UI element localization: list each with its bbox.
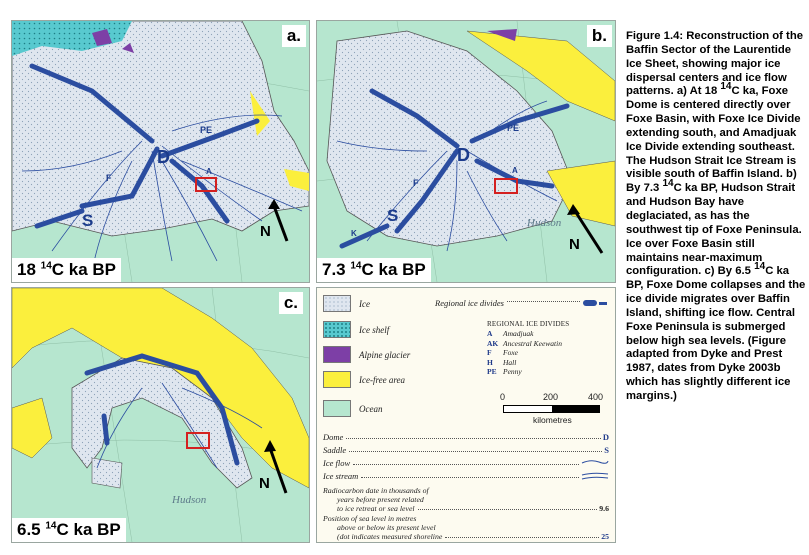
saddle-label-s: S [82, 211, 94, 230]
divide-entry-pe: PE Penny [487, 367, 522, 377]
small-divide [104, 416, 107, 443]
scale-tick-200: 200 [543, 392, 559, 402]
map-legend [316, 287, 616, 543]
divide-label-a: A [206, 167, 212, 176]
regional-divides-heading: REGIONAL ICE DIVIDES [487, 320, 570, 328]
ice-flow-symbol [581, 458, 609, 466]
legend-ice: Ice [323, 295, 370, 312]
panel-c-age-label: 6.5 $^{14}$C ka BP [12, 518, 126, 542]
scale-bar-black [552, 405, 600, 413]
scale-unit: kilometres [533, 415, 572, 425]
map-a-graphic [12, 21, 309, 282]
scale-tick-400: 400 [588, 392, 604, 402]
divide-label-k: K [351, 229, 357, 238]
divide-label-pe: PE [507, 123, 520, 133]
map-b-graphic [317, 21, 615, 282]
hudson-label: Hudson [527, 217, 562, 229]
ice-remnant [92, 458, 122, 488]
divide-symbol [583, 300, 597, 306]
legend-ice-free: Ice-free area [323, 371, 405, 388]
dome-label-d: D [157, 147, 170, 167]
legend-ice-shelf: Ice shelf [323, 321, 389, 338]
north-arrow-label: N [259, 475, 270, 492]
dome-label-d: D [457, 145, 470, 165]
legend-dome: Dome D [323, 432, 609, 442]
divide-label-f: F [106, 173, 112, 183]
map-panel-c [11, 287, 310, 543]
north-arrow-label: N [569, 236, 580, 253]
legend-regional-divides: Regional ice divides [435, 298, 607, 308]
figure-caption: Figure 1.4: Reconstruction of the Baffin Sector of the Laurentide Ice Sheet, showing major ice dispersal centers and ice flow patterns. a) At 18 $^{14}$C ka, Foxe Dome is centered directly over Foxe Basin, with Foxe Ice Divide extending south, and Amadjuak Ice Divide extending southeast. The Hudson Strait Ice Stream is visible south of Baffin Island. b) By 7.3 $^{14}$C ka BP, Hudson Strait and Hudson Bay have deglaciated, as has the southwest tip of Foxe Peninsula. Ice over Foxe Basin still maintains near-maximum configuration. c) By 6.5 $^{14}$C ka BP, Foxe Dome collapses and the ice divide migrates over Baffin Island, shifting ice flow. Central Foxe Peninsula is submerged below high sea levels. (Figure adapted from Dyke and Prest 1987, dates from Dyke 2003b which has slightly different ice margins.) [626, 30, 806, 402]
panel-a-letter: a. [282, 25, 306, 47]
legend-ice-flow: Ice flow [323, 458, 609, 468]
divide-label-pe: PE [200, 125, 213, 135]
panel-a-age-label: 18 $^{14}$C ka BP [12, 258, 121, 282]
ice-free-swatch [323, 371, 351, 388]
panel-b-letter: b. [587, 25, 612, 47]
legend-radiocarbon: Radiocarbon date in thousands of years before present related to ice retreat or sea level 9.6 [323, 486, 609, 513]
legend-alpine-glacier: Alpine glacier [323, 346, 410, 363]
saddle-label-s: S [387, 206, 399, 225]
legend-ice-stream: Ice stream [323, 471, 609, 481]
divide-entry-h: H Hall [487, 357, 517, 367]
divide-entry-a: A Amadjuak [487, 329, 534, 338]
divide-entry-ak: AK Ancestral Keewatin [487, 338, 562, 348]
map-panel-b [316, 20, 616, 283]
north-arrow-label: N [260, 223, 271, 240]
divide-label-f: F [413, 178, 419, 188]
legend-ocean: Ocean [323, 400, 383, 417]
map-c-graphic [12, 288, 309, 542]
scale-bar [500, 392, 607, 425]
legend-sea-level: Position of sea level in metres above or below its present level (dot indicates measured shoreline 25 [323, 514, 609, 541]
scale-tick-0: 0 [500, 392, 506, 402]
alpine-glacier-swatch [323, 346, 351, 363]
ice-stream-symbol [581, 471, 609, 481]
divide-label-a: A [512, 166, 518, 175]
panel-c-letter: c. [279, 292, 303, 314]
scale-bar-white [503, 405, 553, 413]
hudson-label: Hudson [172, 494, 207, 506]
panel-b-age-label: 7.3 $^{14}$C ka BP [317, 258, 431, 282]
map-panel-a [11, 20, 310, 283]
ice-swatch [323, 295, 351, 312]
ice-shelf-swatch [323, 321, 351, 338]
legend-saddle: Saddle S [323, 445, 609, 455]
ocean-swatch [323, 400, 351, 417]
regional-divides-list [487, 329, 562, 377]
divide-entry-f: F Foxe [487, 348, 518, 358]
